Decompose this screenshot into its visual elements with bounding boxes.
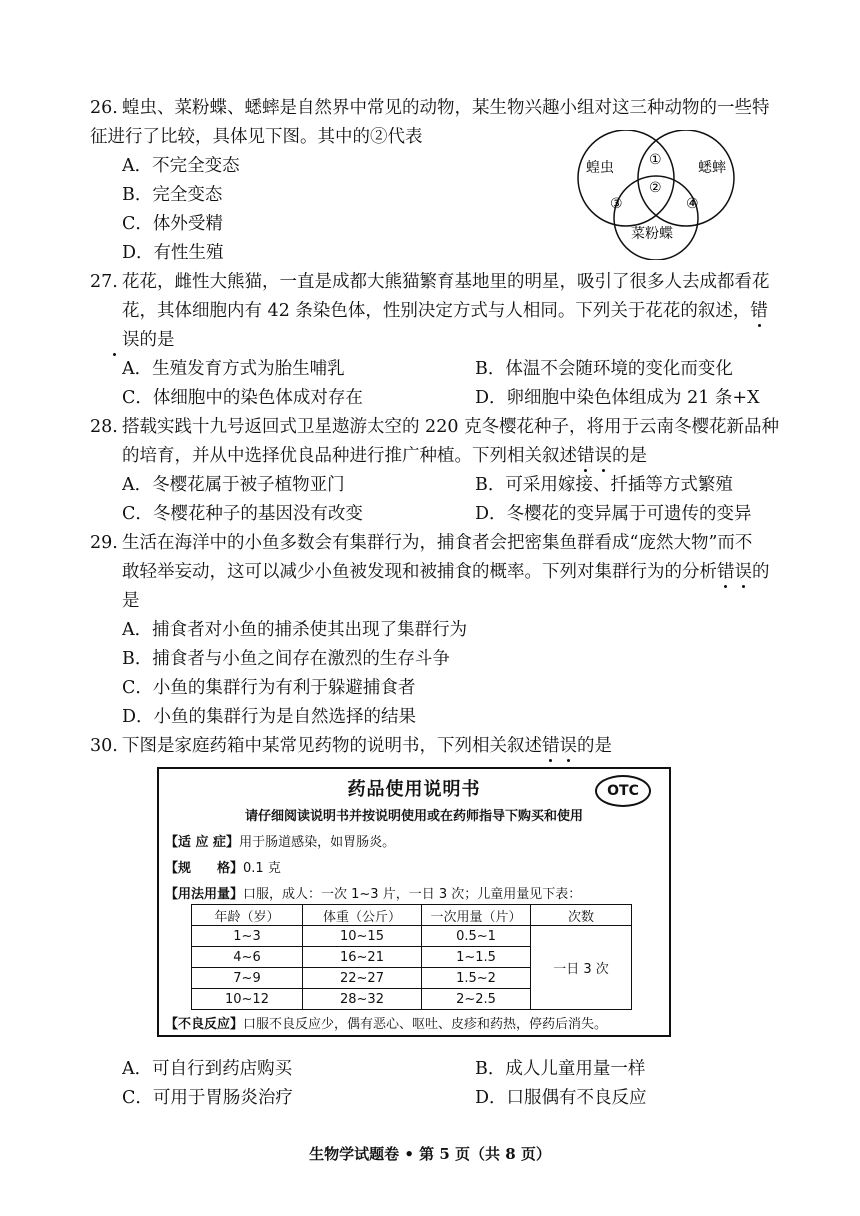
venn-region-1: ①	[649, 152, 662, 168]
question-text: 的是	[577, 736, 612, 756]
question-27	[90, 268, 790, 355]
page-footer: 生物学试题卷 • 第 5 页（共 8 页）	[309, 1145, 551, 1163]
label-subtitle: 请仔细阅读说明书并按说明使用或在药师指导下购买和使用	[244, 809, 583, 824]
option-b[interactable]: B．可采用嫁接、扦插等方式繁殖	[475, 475, 733, 495]
emphasis-mark: 误	[559, 736, 577, 756]
option-a[interactable]: A．捕食者对小鱼的捕杀使其出现了集群行为	[122, 620, 468, 640]
option-d[interactable]: D．有性生殖	[122, 243, 224, 263]
option-c[interactable]: C．体外受精	[122, 214, 223, 234]
option-c[interactable]: C．小鱼的集群行为有利于躲避捕食者	[122, 678, 416, 698]
otc-badge: OTC	[595, 775, 651, 807]
question-text: 蝗虫、菜粉蝶、蟋蟀是自然界中常见的动物，某生物兴趣小组对这三种动物的一些特	[122, 98, 770, 118]
question-text: 搭载实践十九号返回式卫星遨游太空的 220 克冬樱花种子，将用于云南冬樱花新品种	[122, 417, 780, 437]
question-text: 的培育，并从中选择优良品种进行推广种植。下列相关叙述	[122, 446, 577, 466]
venn-region-2: ②	[649, 180, 662, 196]
emphasis-mark: 误	[734, 562, 752, 582]
table-cell: 16~21	[303, 947, 422, 968]
option-d[interactable]: D．卵细胞中染色体组成为 21 条+X	[475, 388, 760, 408]
option-c[interactable]: C．体细胞中的染色体成对存在	[122, 388, 363, 408]
venn-diagram	[568, 130, 748, 260]
question-text: 的是	[612, 446, 647, 466]
table-cell: 1~3	[192, 926, 303, 947]
emphasis-mark: 误	[594, 446, 612, 466]
option-b[interactable]: B．捕食者与小鱼之间存在激烈的生存斗争	[122, 649, 450, 669]
table-cell: 4~6	[192, 947, 303, 968]
field-key: 【不良反应】	[165, 1017, 244, 1032]
question-text: 的是	[139, 330, 175, 350]
table-cell: 0.5~1	[422, 926, 531, 947]
question-text: 花，其体细胞内有 42 条染色体，性别决定方式与人相同。下列关于花花的叙述，	[122, 301, 751, 321]
question-30	[90, 732, 790, 761]
usage-field	[165, 883, 581, 902]
question-number: 28.	[90, 417, 118, 437]
option-a[interactable]: A．不完全变态	[122, 156, 240, 176]
frequency-cell: 一日 3 次	[531, 926, 632, 1010]
option-c[interactable]: C．可用于胃肠炎治疗	[122, 1088, 293, 1108]
venn-circle-locust	[578, 130, 674, 226]
emphasis-mark: 误	[90, 330, 140, 350]
option-d[interactable]: D．小鱼的集群行为是自然选择的结果	[122, 707, 417, 727]
question-number: 29.	[90, 533, 118, 553]
emphasis-mark: 错	[717, 562, 735, 582]
option-b[interactable]: B．体温不会随环境的变化而变化	[475, 359, 733, 379]
field-value: 用于肠道感染，如胃肠炎。	[239, 835, 396, 850]
table-header: 年龄（岁）	[192, 905, 303, 926]
medicine-label	[157, 767, 671, 1037]
option-a[interactable]: A．冬樱花属于被子植物亚门	[122, 475, 345, 495]
field-value: 0.1 克	[243, 861, 281, 876]
venn-region-4: ④	[686, 196, 699, 212]
venn-label-butterfly: 菜粉蝶	[631, 226, 673, 242]
label-title: 药品使用说明书	[347, 779, 481, 800]
option-b[interactable]: B．成人儿童用量一样	[475, 1059, 646, 1079]
spec-field	[165, 857, 281, 876]
option-b[interactable]: B．完全变态	[122, 185, 223, 205]
venn-region-3: ③	[610, 196, 623, 212]
adverse-field	[165, 1013, 607, 1032]
dosage-table	[191, 904, 632, 1010]
option-d[interactable]: D．冬樱花的变异属于可遗传的变异	[475, 504, 752, 524]
indication-field	[165, 831, 395, 850]
emphasis-mark: 错	[577, 446, 595, 466]
question-text: 征进行了比较，具体见下图。其中的②代表	[90, 127, 423, 147]
emphasis-mark: 错	[542, 736, 560, 756]
table-cell: 10~12	[192, 989, 303, 1010]
option-c[interactable]: C．冬樱花种子的基因没有改变	[122, 504, 363, 524]
table-cell: 7~9	[192, 968, 303, 989]
question-text: 敢轻举妄动，这可以减少小鱼被发现和被捕食的概率。下列对集群行为的分析	[122, 562, 717, 582]
field-key: 【适 应 症】	[165, 835, 240, 850]
table-cell: 28~32	[303, 989, 422, 1010]
question-text: 生活在海洋中的小鱼多数会有集群行为，捕食者会把密集鱼群看成“庞然大物”而不	[122, 533, 753, 553]
question-text: 的	[752, 562, 770, 582]
table-header-row	[192, 905, 632, 926]
table-cell: 10~15	[303, 926, 422, 947]
question-28	[90, 413, 790, 471]
question-number: 26.	[90, 98, 118, 118]
table-row	[192, 926, 632, 947]
table-cell: 1~1.5	[422, 947, 531, 968]
question-text: 下图是家庭药箱中某常见药物的说明书，下列相关叙述	[122, 736, 542, 756]
question-text: 是	[122, 591, 140, 611]
table-cell: 2~2.5	[422, 989, 531, 1010]
question-text: 花花，雌性大熊猫，一直是成都大熊猫繁育基地里的明星，吸引了很多人去成都看花	[122, 272, 770, 292]
field-value: 口服不良反应少，偶有恶心、呕吐、皮疹和药热，停药后消失。	[243, 1017, 608, 1032]
venn-label-cricket: 蟋蟀	[698, 160, 726, 176]
table-cell: 1.5~2	[422, 968, 531, 989]
table-header: 一次用量（片）	[422, 905, 531, 926]
table-cell: 22~27	[303, 968, 422, 989]
field-key: 【用法用量】	[165, 887, 244, 902]
question-number: 30.	[90, 736, 118, 756]
question-number: 27.	[90, 272, 118, 292]
question-29	[90, 529, 790, 616]
option-a[interactable]: A．生殖发育方式为胎生哺乳	[122, 359, 345, 379]
option-d[interactable]: D．口服偶有不良反应	[475, 1088, 647, 1108]
table-header: 体重（公斤）	[303, 905, 422, 926]
option-a[interactable]: A．可自行到药店购买	[122, 1059, 293, 1079]
emphasis-mark: 错	[750, 301, 768, 321]
field-value: 口服，成人：一次 1~3 片，一日 3 次；儿童用量见下表：	[243, 887, 582, 902]
venn-label-locust: 蝗虫	[586, 160, 614, 176]
field-key: 【规 格】	[165, 861, 244, 876]
table-header: 次数	[531, 905, 632, 926]
